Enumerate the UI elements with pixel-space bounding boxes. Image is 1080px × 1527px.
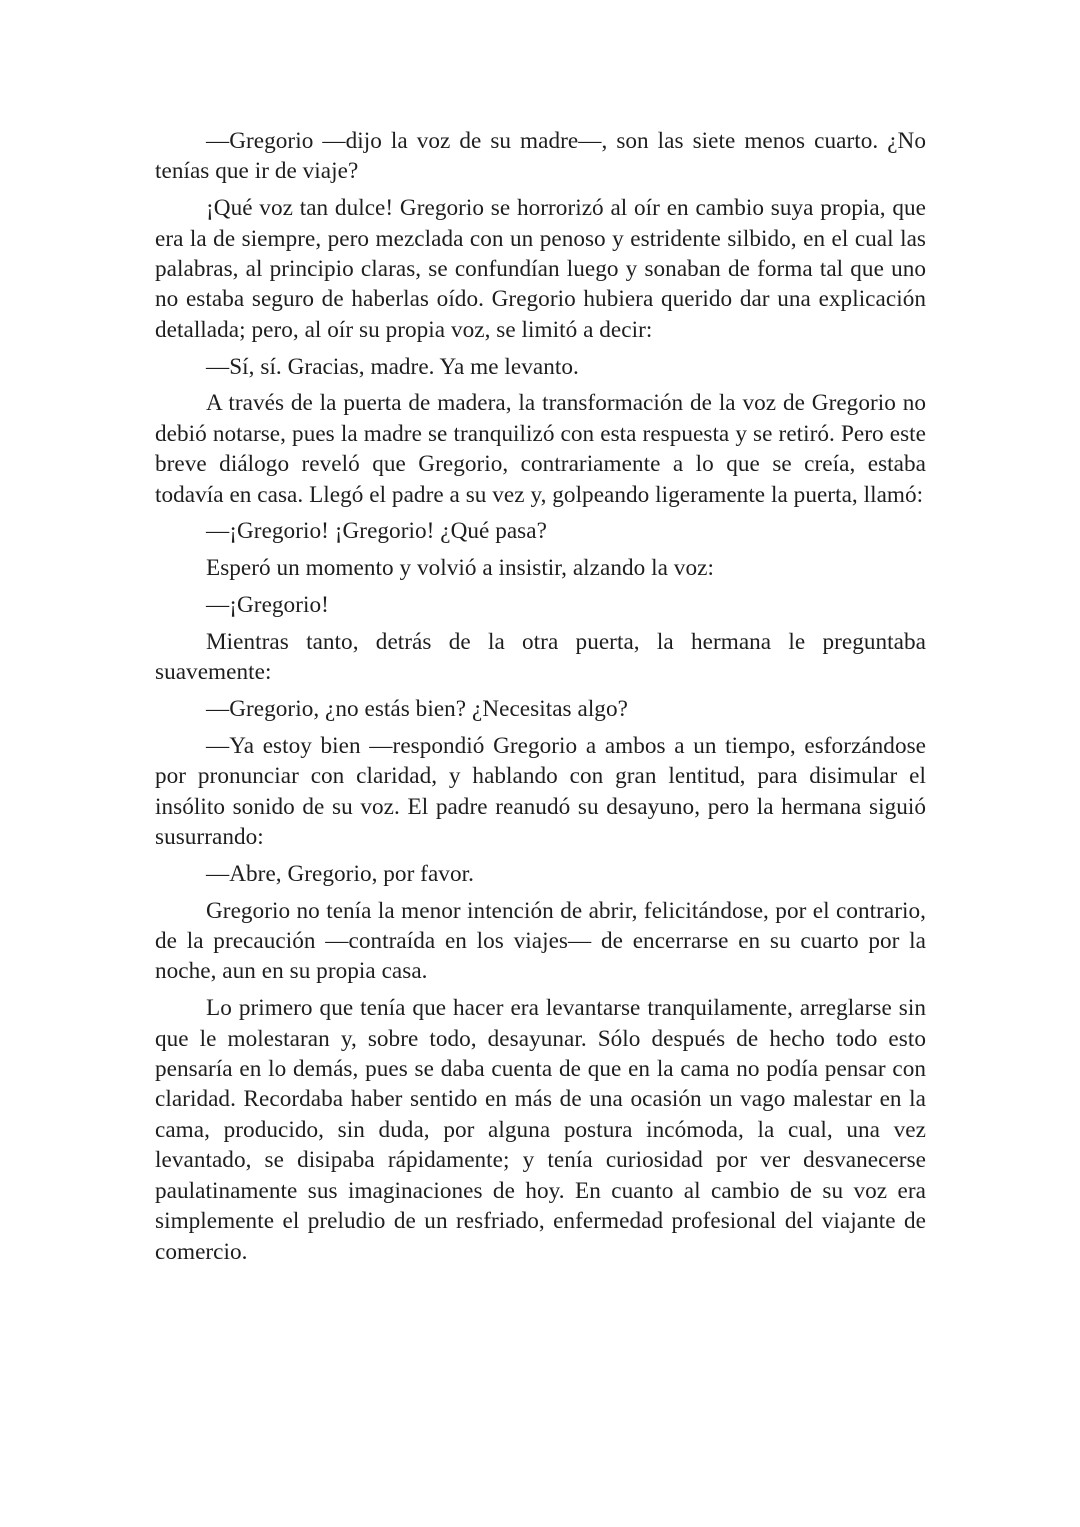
paragraph-sister-pleads: —Abre, Gregorio, por favor. — [206, 860, 474, 887]
paragraph-sweet-voice: ¡Qué voz tan dulce! Gregorio se horrorizó al oír en cambio suya propia, que era la de siempre, pero mezclada con un penoso y estridente silbido, en el cual las palabras, al principio claras, se confundían luego y sonaban de forma tal que uno no estaba seguro de haberlas oído. Gregorio hubiera querido dar una explicación detallada; pero, al oír su propia voz, se limitó a decir: — [155, 195, 926, 343]
paragraph-reply-to-mother: —Sí, sí. Gracias, madre. Ya me levanto. — [206, 353, 579, 380]
paragraph-locked-door: Gregorio no tenía la menor intención de abrir, felicitándose, por el contrario, de la precaución —contraída en los viajes— de encerrarse en su cuarto por la noche, aun en su propia casa. — [155, 897, 926, 985]
paragraph-first-things: Lo primero que tenía que hacer era levantarse tranquilamente, arreglarse sin que le molestaran y, sobre todo, desayunar. Sólo después de hecho todo esto pensaría en lo demás, pues se daba cuenta de que en la cama no podía pensar con claridad. Recordaba haber sentido en más de una ocasión un vago malestar en la cama, producido, sin duda, por alguna postura incómoda, la cual, una vez levantado, se disipaba rápidamente; y tenía curiosidad por ver desvanecerse paulatinamente sus imaginaciones de hoy. En cuanto al cambio de su voz era simplemente el preludio de un resfriado, enfermedad profesional del viajante de comercio. — [155, 995, 926, 1265]
paragraph-mother-calls: —Gregorio —dijo la voz de su madre—, son las siete menos cuarto. ¿No tenías que ir de viaje? — [155, 128, 926, 185]
paragraph-father-waits: Esperó un momento y volvió a insistir, alzando la voz: — [206, 555, 714, 582]
paragraph-through-the-door: A través de la puerta de madera, la transformación de la voz de Gregorio no debió notarse, pues la madre se tranquilizó con esta respuesta y se retiró. Pero este breve diálogo reveló que Gregorio, contrariamente a lo que se creía, estaba todavía en casa. Llegó el padre a su vez y, golpeando ligeramente la puerta, llamó: — [155, 390, 926, 508]
paragraph-father-calls: —¡Gregorio! ¡Gregorio! ¿Qué pasa? — [206, 518, 547, 545]
paragraph-sister-asks: —Gregorio, ¿no estás bien? ¿Necesitas algo? — [206, 696, 628, 723]
paragraph-gregor-answers: —Ya estoy bien —respondió Gregorio a ambos a un tiempo, esforzándose por pronunciar con claridad, y hablando con gran lentitud, para disimular el insólito sonido de su voz. El padre reanudó su desayuno, pero la hermana siguió susurrando: — [155, 732, 926, 851]
paragraph-father-insists: —¡Gregorio! — [206, 592, 329, 619]
book-page-text — [155, 126, 926, 1267]
paragraph-sister-behind-door: Mientras tanto, detrás de la otra puerta, la hermana le preguntaba suavemente: — [155, 628, 926, 686]
